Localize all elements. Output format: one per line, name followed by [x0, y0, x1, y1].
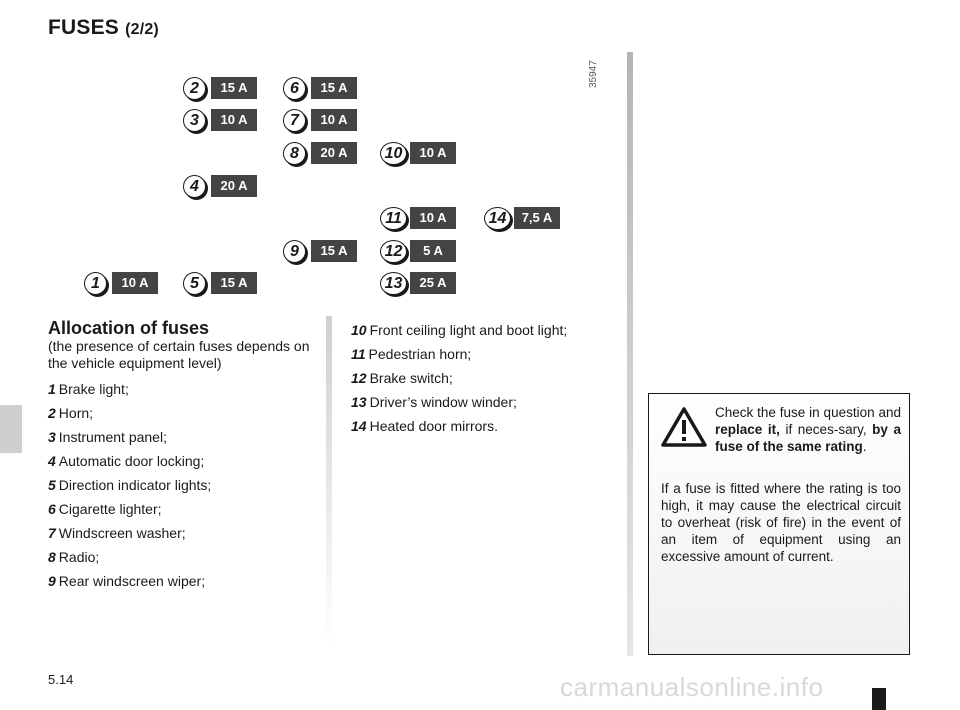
item-text: Front ceiling light and boot light;: [369, 322, 568, 338]
item-number: 14: [351, 418, 367, 434]
item-text: Automatic door locking;: [58, 453, 205, 469]
list-item: [48, 525, 318, 541]
fuse-rating: 15 A: [311, 240, 357, 262]
list-item: [48, 573, 318, 589]
page-number: 5.14: [48, 672, 74, 687]
corner-mark: [872, 688, 886, 710]
fuse-rating: 5 A: [410, 240, 456, 262]
fuse-number: 9: [283, 240, 306, 263]
fuse-rating: 10 A: [112, 272, 158, 294]
item-text: Heated door mirrors.: [369, 418, 498, 434]
title-subtitle: (2/2): [125, 21, 159, 38]
fuse-rating: 7,5 A: [514, 207, 560, 229]
warning-box: [648, 393, 910, 655]
fuse-number: 4: [183, 175, 206, 198]
fuse-number: 10: [380, 142, 407, 165]
section-tab: [0, 405, 22, 453]
fuse-number: 14: [484, 207, 511, 230]
warning-text-bold: replace it,: [715, 422, 780, 437]
item-number: 4: [48, 453, 56, 469]
list-item: [48, 429, 318, 445]
list-item: [48, 381, 318, 397]
fuse-rating: 10 A: [311, 109, 357, 131]
warning-text-part: .: [862, 439, 867, 454]
fuse-rating: 10 A: [410, 142, 456, 164]
item-text: Horn;: [58, 405, 94, 421]
fuse-number: 5: [183, 272, 206, 295]
item-number: 9: [48, 573, 56, 589]
list-item: [351, 370, 621, 386]
list-item: [351, 346, 621, 362]
fuse-rating: 15 A: [211, 272, 257, 294]
allocation-section-continued: [351, 322, 621, 442]
fuse-number: 3: [183, 109, 206, 132]
item-number: 6: [48, 501, 56, 517]
item-number: 2: [48, 405, 56, 421]
warning-text-part: if neces-sary,: [779, 422, 873, 437]
item-number: 5: [48, 477, 56, 493]
allocation-section: [48, 318, 318, 597]
vertical-divider: [627, 52, 633, 656]
watermark: carmanualsonline.info: [560, 672, 824, 702]
item-text: Cigarette lighter;: [58, 501, 162, 517]
item-text: Driver’s window winder;: [369, 394, 517, 410]
fuse-rating: 15 A: [311, 77, 357, 99]
item-number: 13: [351, 394, 367, 410]
item-number: 8: [48, 549, 56, 565]
item-number: 12: [351, 370, 367, 386]
list-item: [48, 453, 318, 469]
warning-text-part: Check the fuse in question and: [715, 405, 901, 420]
warning-text-bold: by a fuse of the same rating: [715, 422, 902, 454]
item-text: Radio;: [58, 549, 100, 565]
fuse-number: 11: [380, 207, 407, 230]
item-number: 7: [48, 525, 56, 541]
allocation-title: Allocation of fuses: [48, 318, 210, 338]
column-separator: [326, 316, 332, 646]
warning-text-2: If a fuse is fitted where the rating is too high, it may cause the electrical circuit to overheat (risk of fire) in the event of an item of equipment using an excessive amount of current.: [661, 481, 901, 564]
item-number: 10: [351, 322, 367, 338]
item-number: 1: [48, 381, 56, 397]
item-text: Windscreen washer;: [58, 525, 186, 541]
list-item: [48, 477, 318, 493]
page-title: [48, 16, 159, 40]
warning-text-1: [715, 404, 901, 455]
item-text: Instrument panel;: [58, 429, 167, 445]
fuse-rating: 25 A: [410, 272, 456, 294]
item-text: Brake light;: [58, 381, 129, 397]
item-text: Pedestrian horn;: [368, 346, 472, 362]
list-item: [351, 418, 621, 434]
fuse-number: 2: [183, 77, 206, 100]
list-item: [351, 394, 621, 410]
allocation-note: (the presence of certain fuses depends on the vehicle equipment level): [48, 338, 310, 371]
fuse-number: 1: [84, 272, 107, 295]
item-number: 11: [351, 346, 366, 362]
item-number: 3: [48, 429, 56, 445]
fuse-rating: 20 A: [311, 142, 357, 164]
list-item: [351, 322, 621, 338]
fuse-number: 13: [380, 272, 407, 295]
item-text: Brake switch;: [369, 370, 453, 386]
fuse-number: 12: [380, 240, 407, 263]
fuse-number: 6: [283, 77, 306, 100]
fuse-rating: 15 A: [211, 77, 257, 99]
list-item: [48, 549, 318, 565]
list-item: [48, 501, 318, 517]
fuse-rating: 20 A: [211, 175, 257, 197]
reference-code: 35947: [588, 60, 599, 88]
fuse-number: 8: [283, 142, 306, 165]
fuse-rating: 10 A: [410, 207, 456, 229]
title-text: FUSES: [48, 16, 120, 39]
item-text: Rear windscreen wiper;: [58, 573, 206, 589]
list-item: [48, 405, 318, 421]
fuse-rating: 10 A: [211, 109, 257, 131]
fuse-number: 7: [283, 109, 306, 132]
item-text: Direction indicator lights;: [58, 477, 212, 493]
warning-triangle-icon: [661, 406, 707, 448]
